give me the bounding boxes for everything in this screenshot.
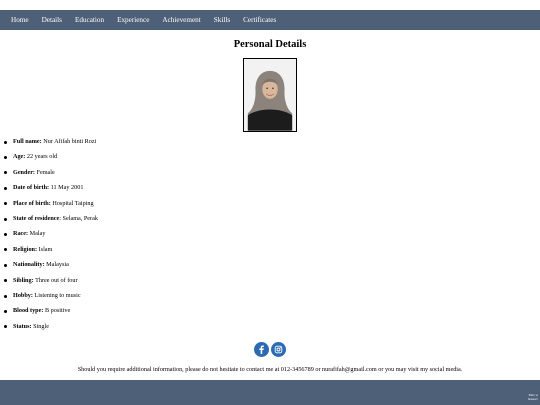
nav-certificates[interactable]: Certificates [243, 16, 277, 24]
footer-bar [0, 380, 540, 405]
top-navbar [0, 10, 540, 30]
social-links [254, 342, 286, 357]
nav-experience[interactable]: Experience [117, 16, 150, 24]
nav-details[interactable]: Details [41, 16, 62, 24]
facebook-icon[interactable] [254, 342, 269, 357]
detail-age: Age: 22 years old [4, 153, 98, 168]
contact-message: Should you require additional information, please do not hesitate to contact me at 012-3456789 or nurafifah@gmail.com or you may visit my social media. [77, 366, 463, 373]
nav-achievement[interactable]: Achievement [162, 16, 201, 24]
nav-skills[interactable]: Skills [213, 16, 231, 24]
detail-place-of-birth: Place of birth: Hospital Taiping [4, 200, 98, 215]
personal-details-list [4, 138, 98, 338]
detail-nationality: Nationality: Malaysia [4, 261, 98, 276]
instagram-icon[interactable] [271, 342, 286, 357]
detail-gender: Gender: Female [4, 169, 98, 184]
detail-full-name: Full name: Nur Afifah binti Rozi [4, 138, 98, 153]
nav-education[interactable]: Education [74, 16, 105, 24]
footer-note-line-2: Reserv [528, 397, 538, 401]
detail-state-of-residence: State of residence: Selama, Perak [4, 215, 98, 230]
page-title: Personal Details [233, 39, 307, 50]
detail-status: Status: Single [4, 323, 98, 338]
nav-home[interactable]: Home [11, 16, 29, 24]
detail-hobby: Hobby: Listening to music [4, 292, 98, 307]
detail-sibling: Sibling: Three out of four [4, 277, 98, 292]
footer-note [528, 393, 538, 401]
detail-race: Race: Malay [4, 230, 98, 245]
detail-date-of-birth: Date of birth: 11 May 2001 [4, 184, 98, 199]
detail-religion: Religion: Islam [4, 246, 98, 261]
profile-photo [243, 58, 297, 132]
detail-blood-type: Blood type: B positive [4, 307, 98, 322]
profile-photo-illustration [244, 59, 296, 131]
footer-note-line-1: This w [528, 393, 538, 397]
